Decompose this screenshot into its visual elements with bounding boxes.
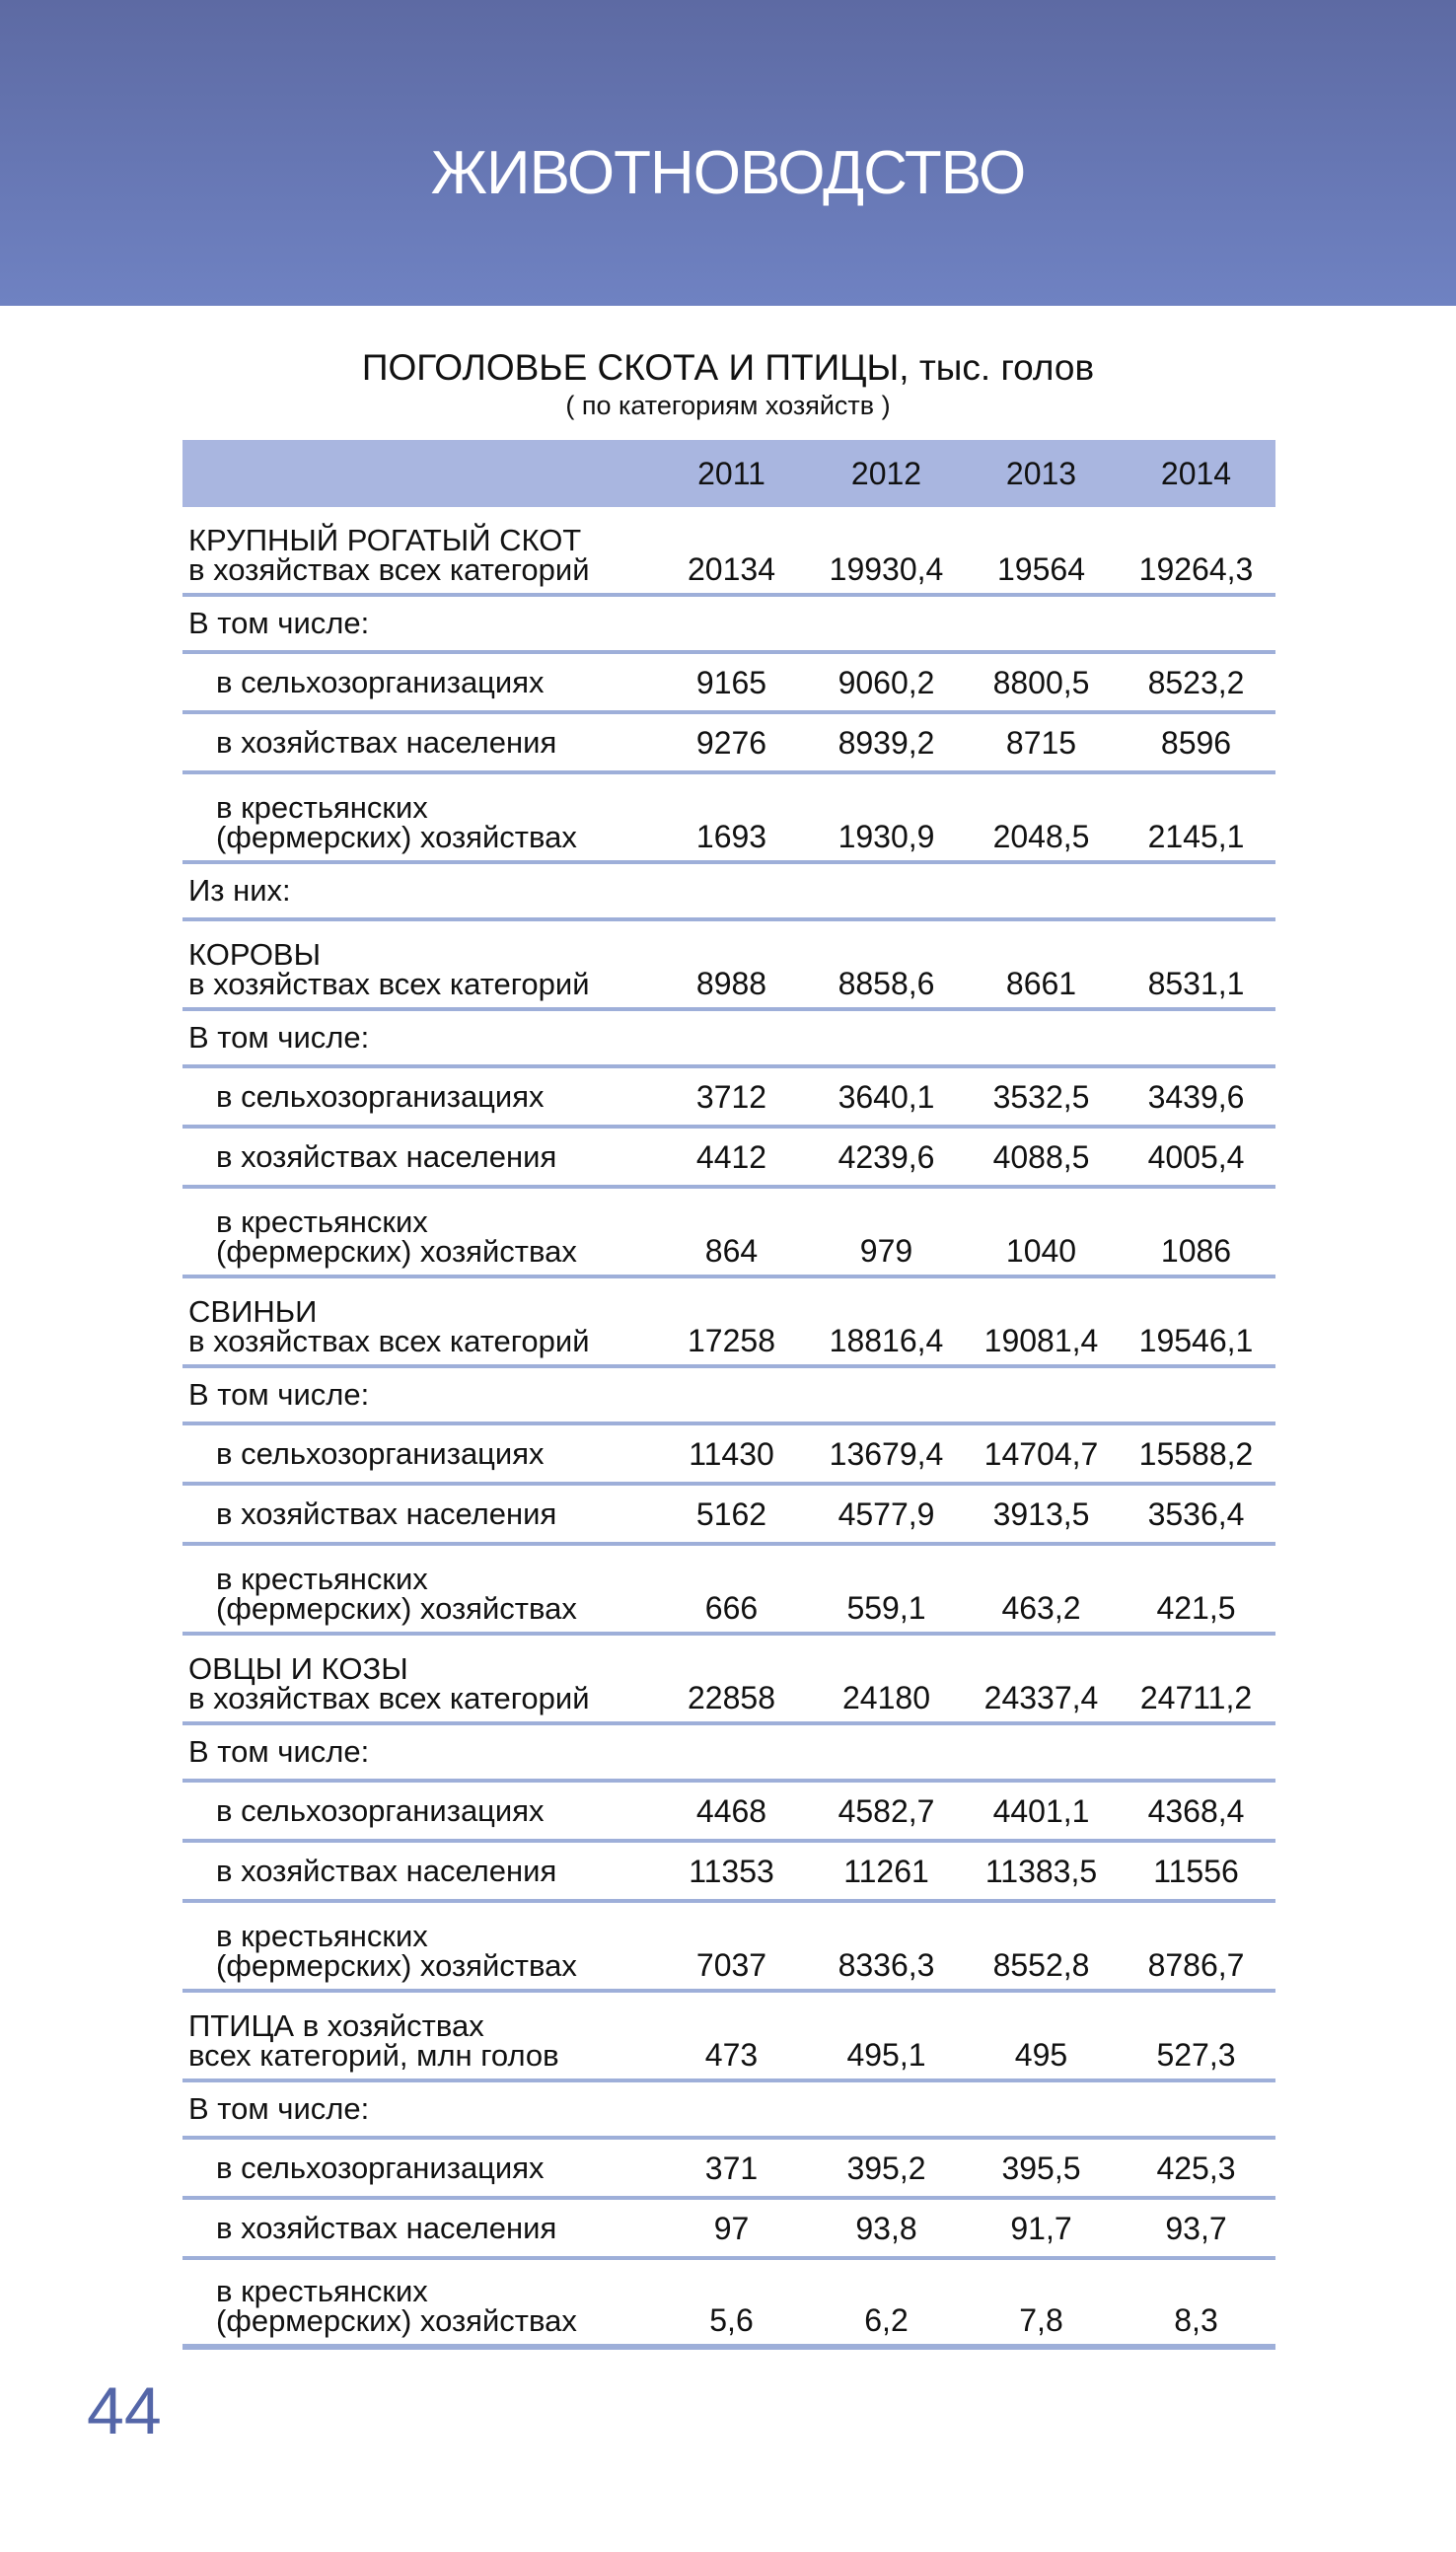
cell-value-2013: 8552,8: [992, 1947, 1090, 1983]
row-label: [182, 664, 654, 699]
row-label-line: всех категорий, млн голов: [188, 2038, 559, 2073]
table-row: [182, 1068, 1275, 1129]
year-header: 2013: [1005, 456, 1077, 491]
row-label-line: в хозяйствах населения: [216, 1853, 557, 1888]
cell-value-2011: 666: [704, 1590, 759, 1626]
table-title: ПОГОЛОВЬЕ СКОТА И ПТИЦЫ, тыс. голов: [361, 347, 1095, 388]
row-label-line: в хозяйствах всех категорий: [188, 1324, 590, 1358]
row-label-line: В том числе:: [188, 606, 370, 640]
row-label-line: в крестьянских: [216, 1204, 428, 1239]
table-subtitle: ( по категориям хозяйств ): [565, 391, 891, 420]
cell-value-2014: 8596: [1160, 724, 1232, 761]
cell-value-2013: 4088,5: [992, 1138, 1090, 1175]
cell-value-2014: 3439,6: [1147, 1078, 1245, 1115]
cell-value-2012: 6,2: [864, 2302, 909, 2338]
cell-value-2013: 11383,5: [984, 1853, 1098, 1889]
row-label: [182, 1651, 654, 1715]
cell-value-2013: 1040: [1005, 1233, 1077, 1269]
cell-value-2014: 24711,2: [1139, 1680, 1253, 1715]
row-label: [182, 523, 654, 587]
row-label-line: КОРОВЫ: [188, 937, 322, 972]
row-label: [182, 790, 654, 854]
cell-value-2012: 11261: [843, 1853, 929, 1889]
table-row: [182, 1636, 1275, 1725]
row-label: [182, 1294, 654, 1358]
cell-value-2012: 559,1: [846, 1590, 926, 1626]
cell-value-2012: 19930,4: [829, 551, 944, 587]
cell-value-2013: 2048,5: [992, 819, 1090, 854]
cell-value-2013: 91,7: [1010, 2210, 1072, 2246]
row-label-line: (фермерских) хозяйствах: [216, 1591, 577, 1626]
row-label: [182, 1853, 654, 1888]
row-label-line: (фермерских) хозяйствах: [216, 820, 577, 854]
cell-value-2012: 9060,2: [837, 664, 935, 700]
cell-value-2011: 5,6: [709, 2302, 754, 2338]
row-label: [182, 1020, 654, 1055]
table-row: [182, 1993, 1275, 2082]
row-label-line: в хозяйствах населения: [216, 2210, 557, 2245]
header-banner: [0, 0, 1456, 306]
cell-value-2014: 93,7: [1165, 2210, 1227, 2246]
row-label-line: в крестьянских: [216, 790, 428, 825]
row-label: [182, 1792, 654, 1828]
cell-value-2011: 97: [713, 2210, 750, 2246]
section-label-row: [182, 1368, 1275, 1425]
row-label-line: в хозяйствах всех категорий: [188, 967, 590, 1001]
row-label: [182, 2150, 654, 2185]
row-label: [182, 724, 654, 760]
cell-value-2013: 4401,1: [992, 1792, 1090, 1829]
cell-value-2014: 15588,2: [1138, 1435, 1254, 1472]
row-label: [182, 606, 654, 640]
section-label-row: [182, 1011, 1275, 1068]
section-label-row: [182, 1725, 1275, 1783]
cell-value-2014: 11556: [1153, 1853, 1239, 1889]
row-label-line: В том числе:: [188, 1020, 370, 1055]
table-row: [182, 1425, 1275, 1486]
cell-value-2013: 8715: [1005, 724, 1077, 761]
table-row: [182, 507, 1275, 597]
table-row: [182, 921, 1275, 1011]
table-row: [182, 2140, 1275, 2200]
cell-value-2011: 20134: [688, 551, 775, 587]
cell-value-2011: 9276: [695, 724, 767, 761]
cell-value-2014: 8531,1: [1147, 966, 1245, 1001]
row-label-line: в сельхозорганизациях: [216, 2150, 545, 2185]
cell-value-2012: 93,8: [855, 2210, 917, 2246]
cell-value-2013: 19081,4: [983, 1323, 1099, 1358]
row-label: [182, 1919, 654, 1983]
table-row: [182, 2200, 1275, 2260]
cell-value-2011: 9165: [695, 664, 767, 700]
row-label: [182, 1562, 654, 1626]
row-label: [182, 873, 654, 908]
cell-value-2013: 395,5: [1001, 2150, 1081, 2186]
table-row: [182, 1129, 1275, 1189]
row-label: [182, 1377, 654, 1412]
cell-value-2012: 495,1: [846, 2037, 926, 2073]
row-label-line: В том числе:: [188, 1377, 370, 1412]
livestock-table: [182, 440, 1275, 2350]
row-label-line: в хозяйствах населения: [216, 1138, 557, 1174]
cell-value-2012: 4239,6: [837, 1138, 935, 1175]
cell-value-2013: 8661: [1005, 966, 1077, 1001]
cell-value-2011: 473: [704, 2037, 759, 2073]
cell-value-2011: 8988: [695, 966, 767, 1001]
year-header: 2012: [850, 456, 922, 491]
year-header: 2011: [697, 456, 765, 491]
row-label-line: ПТИЦА в хозяйствах: [188, 2008, 484, 2043]
cell-value-2011: 3712: [695, 1078, 767, 1115]
table-body: [182, 507, 1275, 2350]
row-label: [182, 2091, 654, 2126]
cell-value-2011: 5162: [695, 1495, 767, 1532]
row-label-line: КРУПНЫЙ РОГАТЫЙ СКОТ: [188, 523, 582, 557]
row-label: [182, 2210, 654, 2245]
section-label-row: [182, 597, 1275, 654]
row-label-line: Из них:: [188, 873, 291, 908]
cell-value-2011: 4468: [695, 1792, 767, 1829]
row-label-line: в хозяйствах населения: [216, 1495, 557, 1531]
table-row: [182, 714, 1275, 774]
section-label-row: [182, 864, 1275, 921]
cell-value-2012: 979: [859, 1233, 913, 1269]
cell-value-2013: 3913,5: [992, 1495, 1090, 1532]
cell-value-2012: 8858,6: [837, 966, 935, 1001]
cell-value-2013: 8800,5: [992, 664, 1090, 700]
table-row: [182, 1486, 1275, 1546]
cell-value-2014: 8786,7: [1147, 1947, 1245, 1983]
cell-value-2012: 13679,4: [829, 1435, 944, 1472]
table-row: [182, 1189, 1275, 1278]
table-row: [182, 2260, 1275, 2350]
cell-value-2014: 421,5: [1156, 1590, 1236, 1626]
section-label-row: [182, 2082, 1275, 2140]
cell-value-2014: 425,3: [1156, 2150, 1236, 2186]
row-label-line: (фермерских) хозяйствах: [216, 2303, 577, 2338]
section-title: ЖИВОТНОВОДСТВО: [430, 139, 1026, 207]
row-label-line: в сельхозорганизациях: [216, 1792, 545, 1828]
cell-value-2011: 17258: [688, 1323, 775, 1358]
cell-value-2014: 4368,4: [1147, 1792, 1245, 1829]
cell-value-2014: 1086: [1160, 1233, 1232, 1269]
row-label-line: в крестьянских: [216, 2274, 428, 2308]
cell-value-2011: 1693: [695, 819, 767, 854]
row-label-line: в сельхозорганизациях: [216, 1078, 545, 1114]
row-label: [182, 1204, 654, 1269]
row-label-line: в хозяйствах всех категорий: [188, 552, 590, 587]
cell-value-2012: 18816,4: [829, 1323, 944, 1358]
cell-value-2013: 3532,5: [992, 1078, 1090, 1115]
table-row: [182, 654, 1275, 714]
cell-value-2014: 19546,1: [1138, 1323, 1254, 1358]
cell-value-2012: 8336,3: [837, 1947, 935, 1983]
cell-value-2011: 371: [704, 2150, 759, 2186]
cell-value-2011: 4412: [695, 1138, 767, 1175]
row-label-line: в сельхозорганизациях: [216, 664, 545, 699]
row-label: [182, 2008, 654, 2073]
year-header: 2014: [1160, 456, 1232, 491]
row-label-line: В том числе:: [188, 2091, 370, 2126]
row-label-line: в сельхозорганизациях: [216, 1435, 545, 1471]
cell-value-2014: 19264,3: [1138, 551, 1254, 587]
table-row: [182, 1903, 1275, 1993]
row-label: [182, 1495, 654, 1531]
row-label-line: в хозяйствах всех категорий: [188, 1681, 590, 1715]
cell-value-2013: 7,8: [1019, 2302, 1063, 2338]
cell-value-2011: 864: [704, 1233, 759, 1269]
cell-value-2011: 11353: [689, 1853, 774, 1889]
row-label: [182, 1078, 654, 1114]
row-label: [182, 937, 654, 1001]
page-number: 44: [87, 2373, 162, 2448]
row-label: [182, 1734, 654, 1769]
table-row: [182, 1843, 1275, 1903]
cell-value-2012: 8939,2: [837, 724, 935, 761]
row-label-line: ОВЦЫ И КОЗЫ: [188, 1651, 408, 1686]
row-label: [182, 1435, 654, 1471]
cell-value-2012: 1930,9: [837, 819, 935, 854]
cell-value-2013: 24337,4: [983, 1680, 1099, 1715]
table-row: [182, 1546, 1275, 1636]
cell-value-2012: 24180: [842, 1680, 930, 1715]
cell-value-2014: 527,3: [1156, 2037, 1236, 2073]
row-label-line: (фермерских) хозяйствах: [216, 1234, 577, 1269]
cell-value-2011: 22858: [688, 1680, 775, 1715]
cell-value-2014: 4005,4: [1147, 1138, 1245, 1175]
cell-value-2013: 463,2: [1001, 1590, 1081, 1626]
row-label: [182, 2274, 654, 2338]
cell-value-2012: 4582,7: [837, 1792, 935, 1829]
cell-value-2012: 3640,1: [837, 1078, 935, 1115]
row-label-line: в крестьянских: [216, 1562, 428, 1596]
table-row: [182, 1278, 1275, 1368]
row-label-line: в хозяйствах населения: [216, 724, 557, 760]
table-row: [182, 1783, 1275, 1843]
cell-value-2013: 495: [1014, 2037, 1068, 2073]
cell-value-2014: 3536,4: [1147, 1495, 1245, 1532]
cell-value-2014: 8,3: [1174, 2302, 1218, 2338]
row-label-line: (фермерских) хозяйствах: [216, 1948, 577, 1983]
cell-value-2011: 7037: [695, 1947, 767, 1983]
cell-value-2014: 8523,2: [1147, 664, 1245, 700]
table-header-row: [182, 440, 1275, 507]
cell-value-2011: 11430: [689, 1435, 774, 1472]
row-label-line: в крестьянских: [216, 1919, 428, 1953]
cell-value-2013: 19564: [997, 551, 1085, 587]
cell-value-2013: 14704,7: [983, 1435, 1099, 1472]
row-label: [182, 1138, 654, 1174]
cell-value-2012: 395,2: [846, 2150, 926, 2186]
row-label-line: СВИНЬИ: [188, 1294, 318, 1329]
row-label-line: В том числе:: [188, 1734, 370, 1769]
table-row: [182, 774, 1275, 864]
cell-value-2014: 2145,1: [1147, 819, 1245, 854]
cell-value-2012: 4577,9: [837, 1495, 935, 1532]
